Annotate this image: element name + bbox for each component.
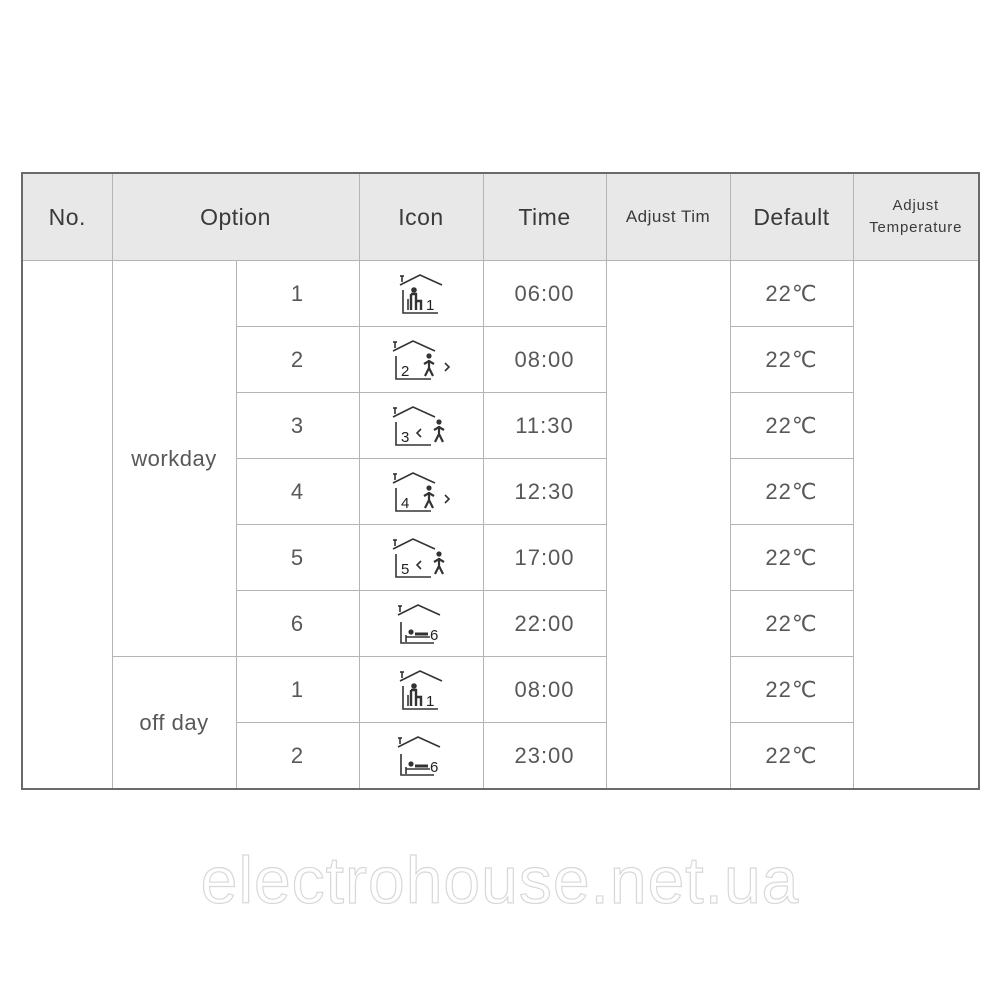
option-cell: 5 — [236, 525, 359, 591]
default-temp-cell: 22℃ — [730, 723, 853, 790]
icon-cell — [359, 591, 483, 657]
house-3-person-returning-icon — [389, 404, 453, 448]
option-cell: 2 — [236, 723, 359, 790]
option-cell: 4 — [236, 459, 359, 525]
icon-cell — [359, 723, 483, 790]
header-icon: Icon — [359, 173, 483, 261]
header-time: Time — [483, 173, 606, 261]
icon-digit: 3 — [401, 428, 411, 446]
time-cell[interactable]: 22:00 — [483, 591, 606, 657]
time-cell[interactable]: 12:30 — [483, 459, 606, 525]
icon-digit: 2 — [401, 362, 411, 380]
icon-digit: 6 — [430, 626, 440, 644]
default-temp-cell: 22℃ — [730, 459, 853, 525]
time-cell[interactable]: 11:30 — [483, 393, 606, 459]
icon-cell — [359, 525, 483, 591]
time-cell[interactable]: 06:00 — [483, 261, 606, 327]
header-row — [22, 173, 979, 261]
icon-digit: 4 — [401, 494, 411, 512]
default-temp-cell: 22℃ — [730, 327, 853, 393]
no-cell — [22, 261, 112, 790]
house-2-person-leaving-icon — [389, 338, 453, 382]
icon-cell — [359, 261, 483, 327]
option-cell: 2 — [236, 327, 359, 393]
header-adjust-temperature-line1: Adjust — [892, 197, 939, 214]
default-temp-cell: 22℃ — [730, 393, 853, 459]
default-temp-cell: 22℃ — [730, 591, 853, 657]
time-cell[interactable]: 17:00 — [483, 525, 606, 591]
group-label-off-day: off day — [112, 657, 236, 790]
icon-cell — [359, 393, 483, 459]
option-cell: 1 — [236, 261, 359, 327]
header-default: Default — [730, 173, 853, 261]
time-cell[interactable]: 23:00 — [483, 723, 606, 790]
house-person-sitting-1-icon — [396, 668, 446, 712]
option-cell: 6 — [236, 591, 359, 657]
house-person-sitting-1-icon — [396, 272, 446, 316]
icon-cell — [359, 327, 483, 393]
adjust-temperature-cell[interactable] — [853, 261, 979, 790]
default-temp-cell: 22℃ — [730, 525, 853, 591]
icon-digit: 6 — [430, 758, 440, 776]
header-option: Option — [112, 173, 359, 261]
icon-digit: 5 — [401, 560, 411, 578]
option-cell: 3 — [236, 393, 359, 459]
icon-digit: 1 — [426, 296, 436, 314]
house-4-person-leaving-icon — [389, 470, 453, 514]
option-cell: 1 — [236, 657, 359, 723]
default-temp-cell: 22℃ — [730, 261, 853, 327]
default-temp-cell: 22℃ — [730, 657, 853, 723]
header-no: No. — [22, 173, 112, 261]
header-adjust-temperature — [853, 173, 979, 261]
house-person-sleeping-6-icon — [394, 734, 448, 778]
table-row — [22, 657, 979, 723]
watermark: electrohouse.net.ua — [200, 843, 800, 917]
icon-digit: 1 — [426, 692, 436, 710]
house-5-person-returning-icon — [389, 536, 453, 580]
header-adjust-temperature-line2: Temperature — [869, 219, 963, 236]
time-cell[interactable]: 08:00 — [483, 327, 606, 393]
table-row — [22, 261, 979, 327]
schedule-table — [21, 172, 980, 790]
icon-cell — [359, 459, 483, 525]
group-label-workday: workday — [112, 261, 236, 657]
adjust-time-cell[interactable] — [606, 261, 730, 790]
time-cell[interactable]: 08:00 — [483, 657, 606, 723]
house-person-sleeping-6-icon — [394, 602, 448, 646]
icon-cell — [359, 657, 483, 723]
header-adjust-time: Adjust Tim — [606, 173, 730, 261]
